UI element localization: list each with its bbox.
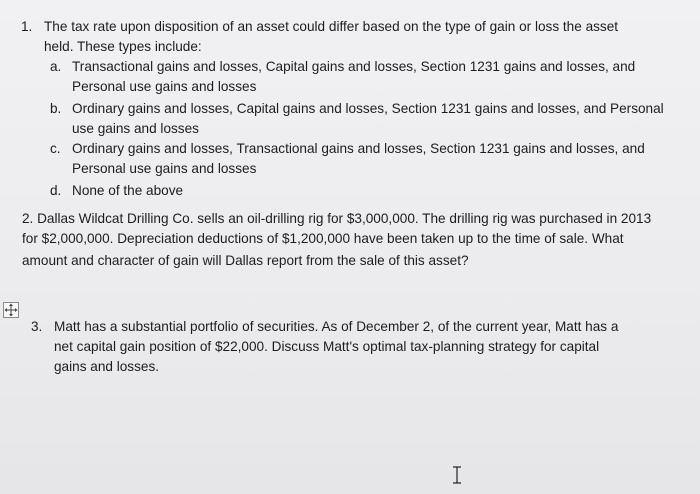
q1-option-a-line1: Transactional gains and losses, Capital gains and losses, Section 1231 gains and losses, and <box>72 59 636 74</box>
q2-line2: for $2,000,000. Depreciation deductions of $1,200,000 have been taken up to the time of sale. What <box>22 231 624 246</box>
q1-option-b-letter: b. <box>50 101 62 116</box>
q1-option-c-letter: c. <box>50 141 61 156</box>
q2-line3: amount and character of gain will Dallas report from the sale of this asset? <box>22 253 469 268</box>
q1-option-c-line1: Ordinary gains and losses, Transactional gains and losses, Section 1231 gains and losses, and <box>72 141 645 156</box>
q1-option-d-letter: d. <box>50 183 62 198</box>
q3-line2: net capital gain position of $22,000. Discuss Matt's optimal tax-planning strategy for capital <box>54 339 600 354</box>
q1-option-b-line1: Ordinary gains and losses, Capital gains and losses, Section 1231 gains and losses, and Personal <box>72 101 664 116</box>
q1-option-a-line2: Personal use gains and losses <box>72 79 257 94</box>
text-cursor-icon <box>451 466 463 484</box>
q3-line1: Matt has a substantial portfolio of securities. As of December 2, of the current year, Matt has a <box>54 319 619 334</box>
q3-line3: gains and losses. <box>54 359 160 374</box>
q2-line1: 2. Dallas Wildcat Drilling Co. sells an oil-drilling rig for $3,000,000. The drilling rig was purchased in 2013 <box>22 211 652 226</box>
q1-option-d-line1: None of the above <box>72 183 184 198</box>
q1-number: 1. <box>21 19 33 34</box>
q1-option-a-letter: a. <box>50 59 62 74</box>
q1-option-c-line2: Personal use gains and losses <box>72 161 257 176</box>
q1-stem-line2: held. These types include: <box>44 39 202 54</box>
q3-number: 3. <box>31 319 43 334</box>
move-handle-icon[interactable] <box>3 302 19 318</box>
q1-option-b-line2: use gains and losses <box>72 121 199 136</box>
q1-stem-line1: The tax rate upon disposition of an asset could differ based on the type of gain or loss the asset <box>44 19 619 34</box>
